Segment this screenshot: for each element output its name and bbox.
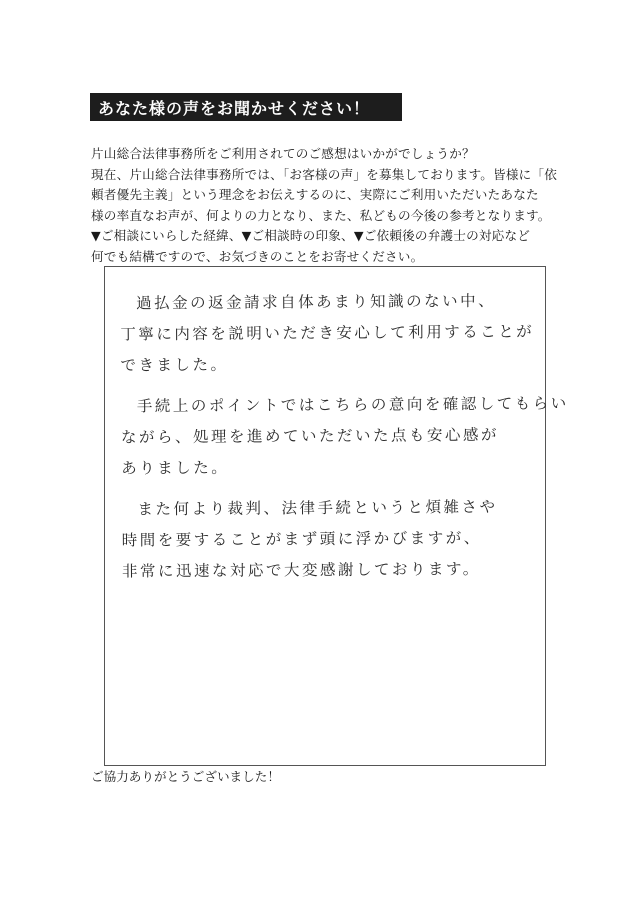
comment-line: 時間を要することがまず頭に浮かびますが、 xyxy=(121,528,482,550)
comment-line: 丁寧に内容を説明いただき安心して利用することが xyxy=(120,322,535,344)
intro-line: 様の率直なお声が、何よりの力となり、また、私どもの今後の参考となります。 xyxy=(91,207,551,223)
intro-line: ▼ご相談にいらした経緯、▼ご相談時の印象、▼ご依頼後の弁護士の対応など xyxy=(91,228,531,243)
comment-line: また何より裁判、法律手続というと煩雑さや xyxy=(137,497,498,519)
intro-line: 何でも結構ですので、お気づきのことをお寄せください。 xyxy=(91,248,424,264)
title-banner xyxy=(90,93,402,121)
comment-line: ありました。 xyxy=(121,458,230,478)
comment-box xyxy=(104,266,569,766)
handwritten-comment xyxy=(120,286,569,588)
comment-line: ながら、処理を進めていただいた点も安心感が xyxy=(120,425,500,447)
comment-line: できました。 xyxy=(120,355,229,375)
comment-line: 非常に迅速な対応で大変感謝しております。 xyxy=(121,559,481,581)
intro-paragraph xyxy=(91,144,561,267)
intro-line: 頼者優先主義」という理念をお伝えするのに、実際にご利用いただいたあなた xyxy=(91,187,539,202)
intro-line: 現在、片山総合法律事務所では、「お客様の声」を募集しております。皆様に「依 xyxy=(91,166,558,182)
comment-line: 過払金の返金請求自体あまり知識のない中、 xyxy=(136,291,497,313)
thanks-message: ご協力ありがとうございました！ xyxy=(91,769,280,784)
comment-line: 手続上のポイントではこちらの意向を確認してもらい xyxy=(136,394,569,416)
intro-line: 片山総合法律事務所をご利用されてのご感想はいかがでしょうか？ xyxy=(91,146,475,161)
page-title: あなた様の声をお聞かせください！ xyxy=(98,98,371,118)
